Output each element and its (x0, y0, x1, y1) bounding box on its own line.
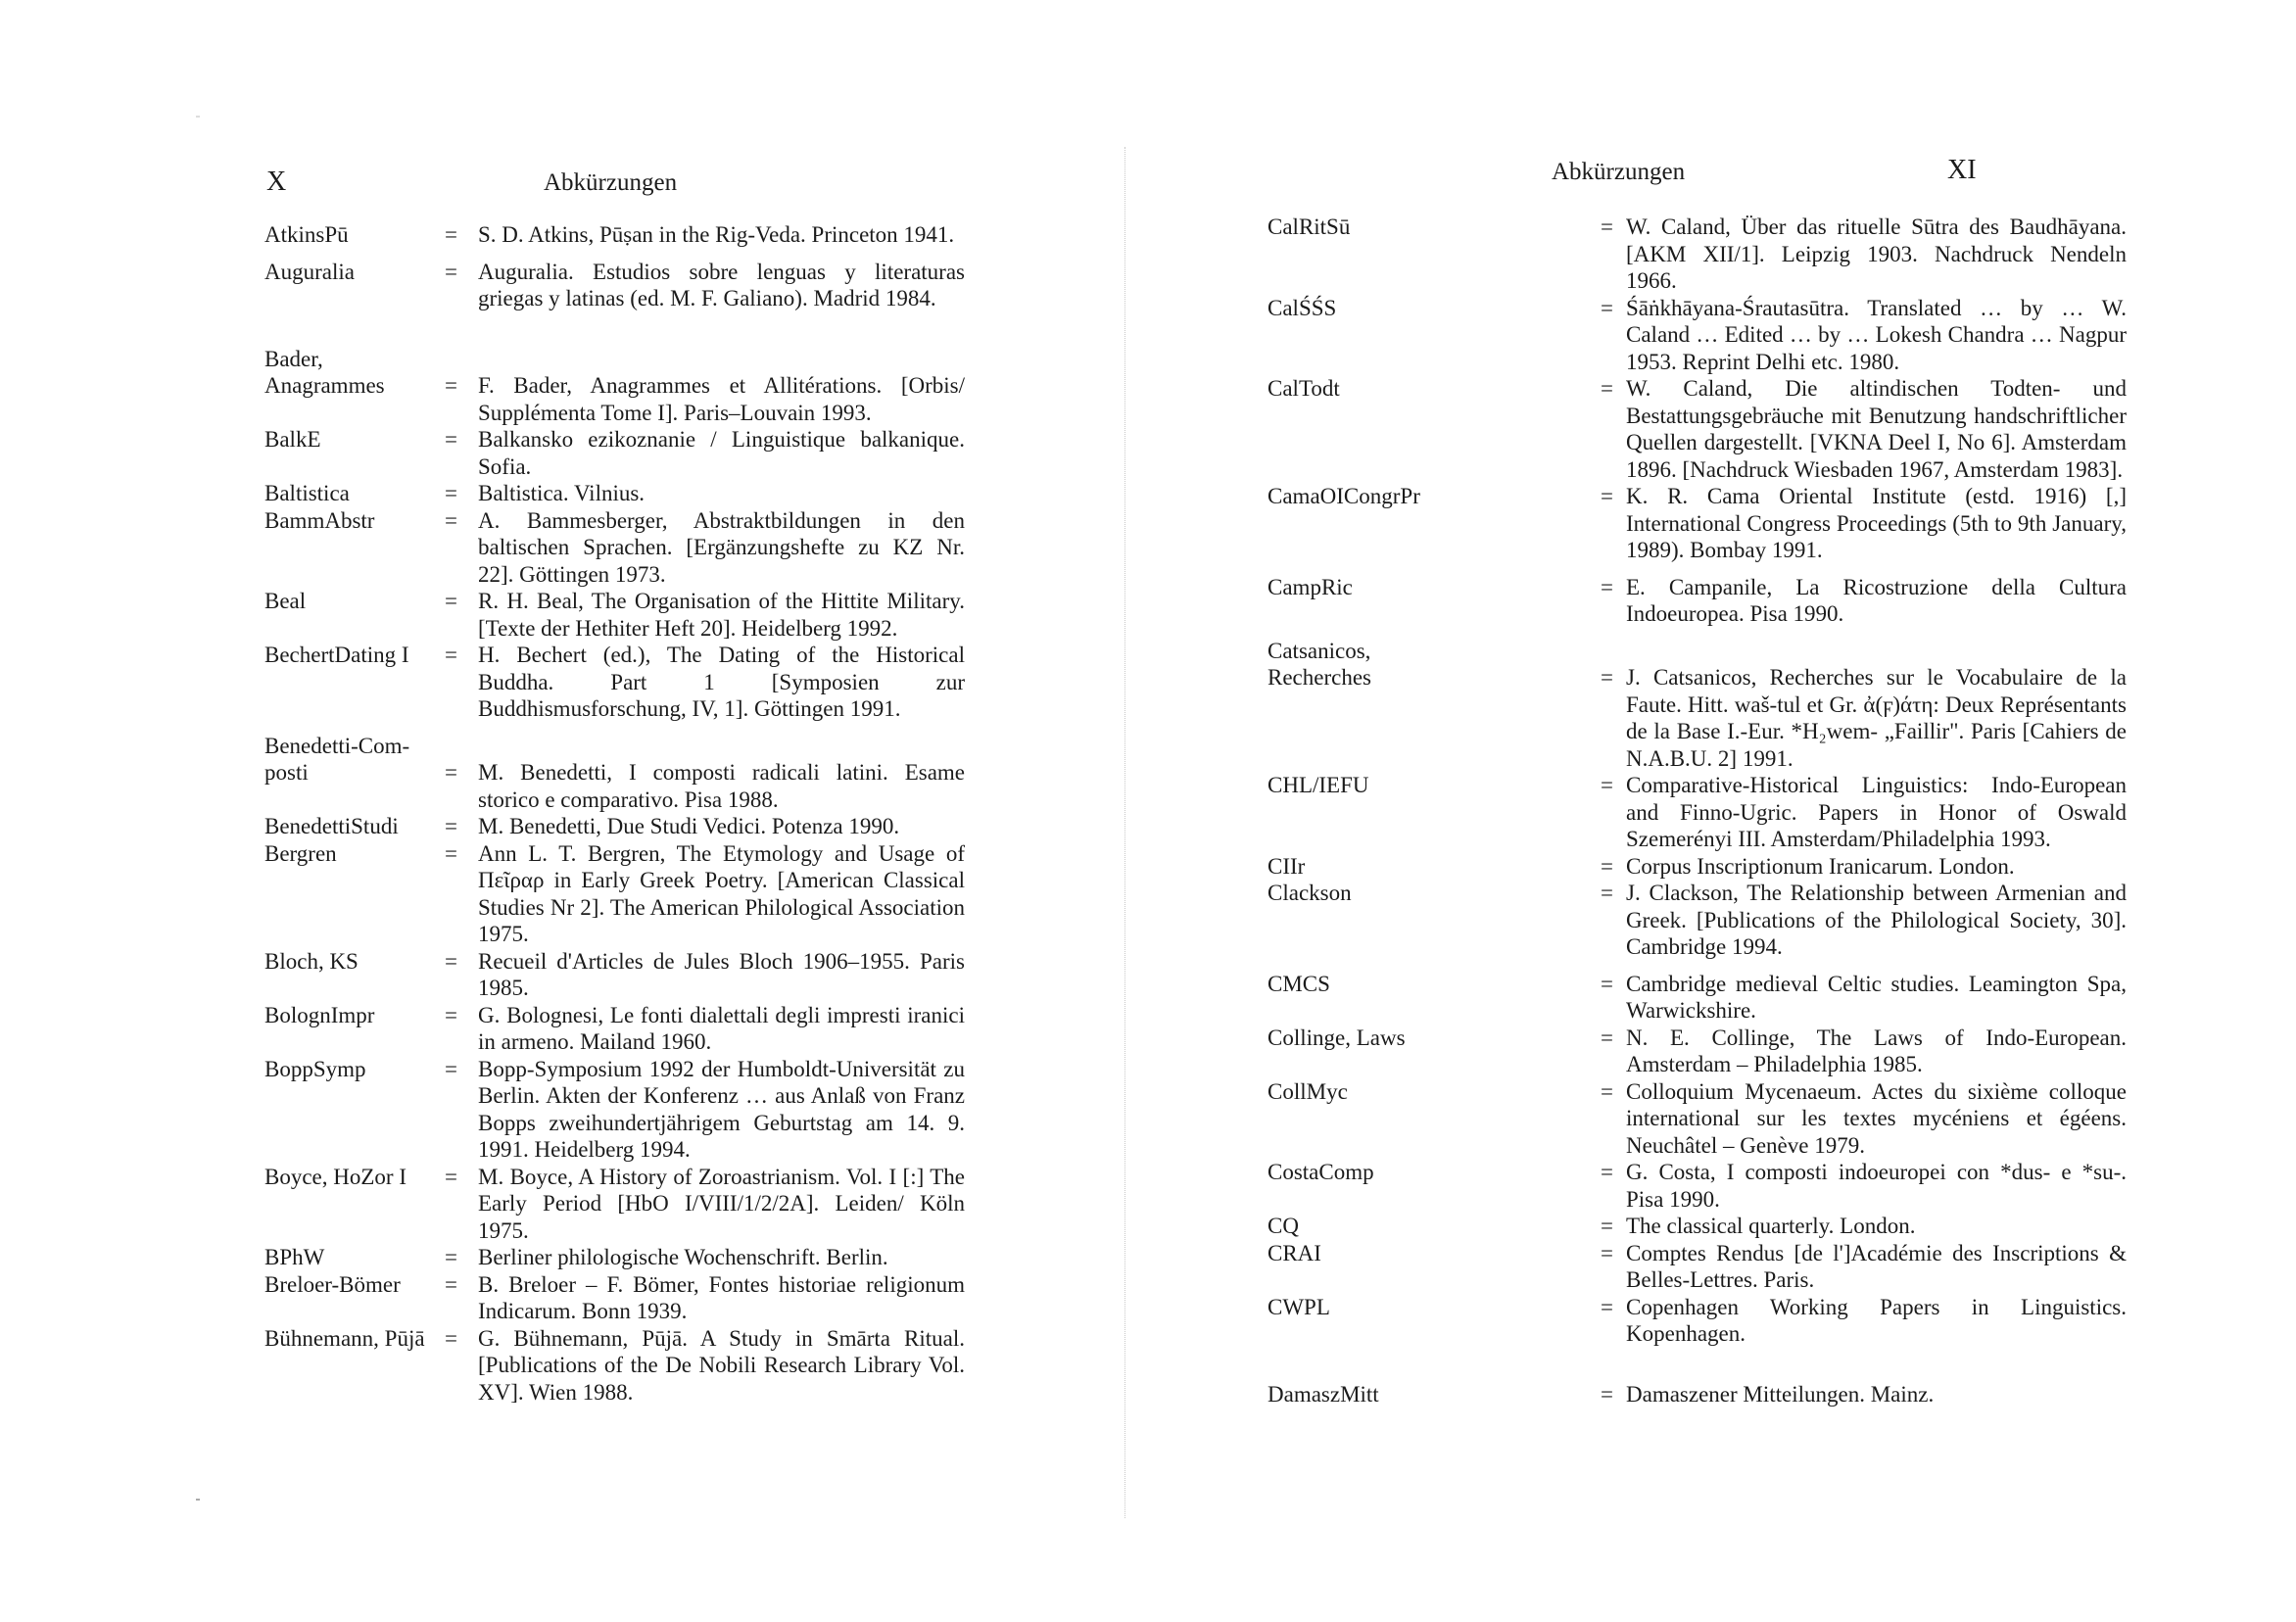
abbreviation-entry (1268, 1240, 2127, 1294)
abbreviation-definition: K. R. Cama Oriental Institute (estd. 1916) [,] International Congress Proceedings (5th to 9th January, 1989). Bombay 1991. (1626, 484, 2127, 562)
abbreviation-key: CRAI (1268, 1240, 1321, 1265)
abbreviation-key: Boyce, HoZor I (264, 1164, 407, 1189)
abbreviation-entry (1268, 214, 2127, 295)
abbreviation-definition: J. Catsanicos, Recherches sur le Vocabulaire de la Faute. Hitt. waš-tul et Gr. ἀ(ϝ)άτη: Deux Représentants de la Base I.-Eur. *H₂wem- „Faillir". Paris [Cahiers de N.A.B.U. 2] 1991. (1626, 665, 2127, 771)
abbreviation-key: BoppSymp (264, 1056, 366, 1081)
abbreviation-definition: N. E. Collinge, The Laws of Indo-European. Amsterdam – Philadelphia 1985. (1626, 1025, 2127, 1076)
equals-sign: = (1601, 1294, 1613, 1319)
abbreviation-entry (264, 840, 965, 948)
abbreviation-definition: Auguralia. Estudios sobre lenguas y literaturas griegas y latinas (ed. M. F. Galiano). Madrid 1984. (478, 259, 965, 310)
abbreviation-entry (264, 221, 965, 249)
page-gutter (1124, 147, 1125, 1518)
abbreviation-definition: A. Bammesberger, Abstraktbildungen in den baltischen Sprachen. [Ergänzungshefte zu KZ Nr. 22]. Göttingen 1973. (478, 507, 965, 587)
abbreviation-key: CalRitSū (1268, 215, 1351, 239)
abbreviation-key: CollMyc (1268, 1078, 1348, 1104)
abbreviation-entry (264, 588, 965, 642)
abbreviation-entry (264, 813, 965, 840)
abbreviation-entry (264, 259, 965, 312)
abbreviation-entry (264, 1244, 965, 1271)
abbreviation-definition: G. Bolognesi, Le fonti dialettali degli impresti iranici in armeno. Mailand 1960. (478, 1002, 965, 1054)
abbreviation-definition: Baltistica. Vilnius. (478, 481, 646, 505)
equals-sign: = (1601, 1214, 1613, 1238)
equals-sign: = (1601, 376, 1613, 401)
abbreviation-key: CostaComp (1268, 1160, 1374, 1184)
abbreviation-key: Benedetti-Com- posti (264, 733, 410, 785)
equals-sign: = (445, 481, 457, 505)
equals-sign: = (445, 643, 457, 667)
abbreviation-key: Beal (264, 589, 307, 613)
abbreviation-definition: The classical quarterly. London. (1626, 1214, 1916, 1238)
abbreviation-definition: Damaszener Mitteilungen. Mainz. (1626, 1381, 1935, 1407)
equals-sign: = (1601, 1160, 1613, 1184)
page-header: Abkürzungen (544, 169, 678, 196)
abbreviation-entry (1268, 1294, 2127, 1348)
abbreviation-definition: H. Bechert (ed.), The Dating of the Historical Buddha. Part 1 [Symposien zur Buddhismusforschung, IV, 1]. Göttingen 1991. (478, 643, 965, 721)
equals-sign: = (445, 1002, 457, 1027)
equals-sign: = (445, 427, 457, 452)
abbreviation-definition: Bopp-Symposium 1992 der Humboldt-Universität zu Berlin. Akten der Konferenz … aus Anlaß von Franz Bopps zweihundertjährigem Geburtstag am 14. 9. 1991. Heidelberg 1994. (478, 1056, 965, 1162)
abbreviation-definition: Copenhagen Working Papers in Linguistics. Kopenhagen. (1626, 1294, 2127, 1346)
page-number: XI (1947, 155, 1977, 185)
left-page (0, 0, 1126, 1622)
equals-sign: = (445, 507, 457, 533)
scan-mark (196, 1499, 200, 1501)
abbreviation-key: Bühnemann, Pūjā (264, 1325, 425, 1351)
abbreviation-entry (264, 346, 965, 427)
abbreviation-definition: S. D. Atkins, Pūṣan in the Rig-Veda. Princeton 1941. (478, 222, 955, 247)
abbreviation-entry (1268, 375, 2127, 483)
equals-sign: = (1601, 665, 1613, 690)
abbreviation-entry (264, 642, 965, 723)
abbreviation-entry (1268, 574, 2127, 628)
equals-sign: = (1601, 295, 1613, 320)
right-page (1126, 0, 2296, 1622)
abbreviation-key: BalkE (264, 427, 321, 452)
abbreviation-definition: G. Bühnemann, Pūjā. A Study in Smārta Ritual. [Publications of the De Nobili Research Library Vol. XV]. Wien 1988. (478, 1325, 965, 1405)
abbreviation-definition: Balkansko ezikoznanie / Linguistique balkanique. Sofia. (478, 427, 965, 479)
abbreviation-key: Clackson (1268, 881, 1352, 905)
abbreviation-key: CQ (1268, 1214, 1299, 1238)
abbreviation-entry (264, 426, 965, 480)
abbreviation-key: Catsanicos, Recherches (1268, 638, 1371, 690)
abbreviation-entry (1268, 971, 2127, 1025)
abbreviation-entry (264, 733, 965, 814)
abbreviation-definition: E. Campanile, La Ricostruzione della Cultura Indoeuropea. Pisa 1990. (1626, 574, 2127, 626)
equals-sign: = (445, 589, 457, 613)
abbreviation-key: BolognImpr (264, 1002, 375, 1027)
abbreviation-entry (264, 1164, 965, 1245)
abbreviation-key: BechertDating I (264, 643, 409, 667)
abbreviation-entry (1268, 483, 2127, 564)
abbreviation-entry (264, 1325, 965, 1407)
equals-sign: = (1601, 1240, 1613, 1265)
abbreviation-definition: M. Boyce, A History of Zoroastrianism. Vol. I [:] The Early Period [HbO I/VIII/1/2/2A]. Leiden/ Köln 1975. (478, 1164, 965, 1243)
equals-sign: = (1601, 484, 1613, 508)
abbreviation-key: Collinge, Laws (1268, 1025, 1406, 1050)
abbreviation-definition: M. Benedetti, I composti radicali latini. Esame storico e comparativo. Pisa 1988. (478, 760, 965, 812)
equals-sign: = (445, 1164, 457, 1189)
abbreviation-key: CWPL (1268, 1294, 1330, 1319)
abbreviation-definition: M. Benedetti, Due Studi Vedici. Potenza 1990. (478, 814, 900, 838)
equals-sign: = (1601, 574, 1613, 599)
equals-sign: = (1601, 773, 1613, 797)
abbreviation-definition: Recueil d'Articles de Jules Bloch 1906–1955. Paris 1985. (478, 948, 965, 1000)
abbreviation-key: CalTodt (1268, 376, 1340, 401)
abbreviation-entry (1268, 853, 2127, 881)
abbreviation-entry (1268, 295, 2127, 376)
abbreviation-entry (264, 480, 965, 507)
abbreviation-key: DamaszMitt (1268, 1381, 1379, 1407)
abbreviation-key: Baltistica (264, 481, 350, 505)
abbreviation-entry (1268, 1213, 2127, 1240)
equals-sign: = (1601, 1025, 1613, 1050)
page-number: X (266, 167, 287, 197)
equals-sign: = (445, 1325, 457, 1351)
abbreviation-entry (264, 1002, 965, 1056)
abbreviation-key: BammAbstr (264, 507, 375, 533)
equals-sign: = (1601, 971, 1613, 996)
equals-sign: = (445, 222, 457, 247)
equals-sign: = (1601, 1381, 1613, 1407)
abbreviation-definition: W. Caland, Die altindischen Todten- und Bestattungsgebräuche mit Benutzung handschriftlicher Quellen dargestellt. [VKNA Deel I, No 6]. Amsterdam 1896. [Nachdruck Wiesbaden 1967, Amsterdam 1983]. (1626, 376, 2127, 482)
equals-sign: = (445, 814, 457, 838)
equals-sign: = (445, 948, 457, 974)
abbreviation-definition: J. Clackson, The Relationship between Armenian and Greek. [Publications of the Philological Society, 30]. Cambridge 1994. (1626, 881, 2127, 959)
abbreviation-entry (264, 507, 965, 589)
abbreviation-definition: R. H. Beal, The Organisation of the Hittite Military. [Texte der Hethiter Heft 20]. Heidelberg 1992. (478, 589, 965, 641)
abbreviation-key: Bloch, KS (264, 948, 359, 974)
abbreviation-definition: F. Bader, Anagrammes et Allitérations. [Orbis/ Supplémenta Tome I]. Paris–Louvain 1993. (478, 373, 965, 425)
abbreviation-definition: G. Costa, I composti indoeuropei con *dus- e *su-. Pisa 1990. (1626, 1160, 2127, 1212)
abbreviation-definition: Cambridge medieval Celtic studies. Leamington Spa, Warwickshire. (1626, 971, 2127, 1023)
abbreviation-definition: Ann L. T. Bergren, The Etymology and Usage of Πεῖραρ in Early Greek Poetry. [American Classical Studies Nr 2]. The American Philological Association 1975. (478, 840, 965, 946)
abbreviation-definition: W. Caland, Über das rituelle Sūtra des Baudhāyana. [AKM XII/1]. Leipzig 1903. Nachdruck Nendeln 1966. (1626, 215, 2127, 293)
scan-mark (196, 116, 200, 118)
equals-sign: = (445, 1245, 457, 1269)
equals-sign: = (445, 259, 457, 284)
equals-sign: = (445, 1056, 457, 1081)
equals-sign: = (445, 373, 457, 398)
equals-sign: = (1601, 853, 1613, 879)
abbreviation-key: CMCS (1268, 971, 1330, 996)
abbreviation-list (264, 221, 965, 1406)
abbreviation-definition: Berliner philologische Wochenschrift. Berlin. (478, 1245, 888, 1269)
abbreviation-key: CampRic (1268, 574, 1353, 599)
abbreviation-entry (1268, 880, 2127, 961)
abbreviation-definition: B. Breloer – F. Bömer, Fontes historiae religionum Indicarum. Bonn 1939. (478, 1271, 965, 1323)
abbreviation-definition: Comptes Rendus [de l']Académie des Inscriptions & Belles-Lettres. Paris. (1626, 1240, 2127, 1292)
abbreviation-entry (1268, 1159, 2127, 1213)
page-header: Abkürzungen (1552, 159, 1686, 185)
abbreviation-definition: Śāṅkhāyana-Śrautasūtra. Translated … by … W. Caland … Edited … by … Lokesh Chandra … Nagpur 1953. Reprint Delhi etc. 1980. (1626, 295, 2127, 374)
abbreviation-key: CalŚŚS (1268, 295, 1337, 320)
equals-sign: = (445, 1271, 457, 1297)
abbreviation-key: Bader, Anagrammes (264, 346, 385, 398)
equals-sign: = (445, 840, 457, 866)
abbreviation-definition: Colloquium Mycenaeum. Actes du sixième colloque international sur les textes mycéniens et égéens. Neuchâtel – Genève 1979. (1626, 1078, 2127, 1158)
abbreviation-key: BPhW (264, 1245, 325, 1269)
abbreviation-entry (264, 1056, 965, 1164)
abbreviation-key: Auguralia (264, 259, 355, 284)
abbreviation-definition: Comparative-Historical Linguistics: Indo-European and Finno-Ugric. Papers in Honor of Oswald Szemerényi III. Amsterdam/Philadelphia 1993. (1626, 773, 2127, 851)
abbreviation-key: CamaOICongrPr (1268, 484, 1420, 508)
abbreviation-list (1268, 214, 2127, 1407)
abbreviation-entry (1268, 1025, 2127, 1078)
equals-sign: = (1601, 881, 1613, 905)
abbreviation-entry (1268, 638, 2127, 773)
abbreviation-entry (264, 1271, 965, 1325)
abbreviation-entry (1268, 772, 2127, 853)
abbreviation-key: Bergren (264, 840, 337, 866)
abbreviation-entry (264, 948, 965, 1002)
equals-sign: = (1601, 215, 1613, 239)
equals-sign: = (1601, 1078, 1613, 1104)
equals-sign: = (445, 760, 457, 785)
abbreviation-key: AtkinsPū (264, 222, 349, 247)
abbreviation-definition: Corpus Inscriptionum Iranicarum. London. (1626, 853, 2015, 879)
abbreviation-entry (1268, 1078, 2127, 1160)
abbreviation-key: Breloer-Bömer (264, 1271, 401, 1297)
abbreviation-key: BenedettiStudi (264, 814, 399, 838)
abbreviation-entry (1268, 1381, 2127, 1408)
abbreviation-key: CHL/IEFU (1268, 773, 1369, 797)
abbreviation-key: CIIr (1268, 853, 1306, 879)
